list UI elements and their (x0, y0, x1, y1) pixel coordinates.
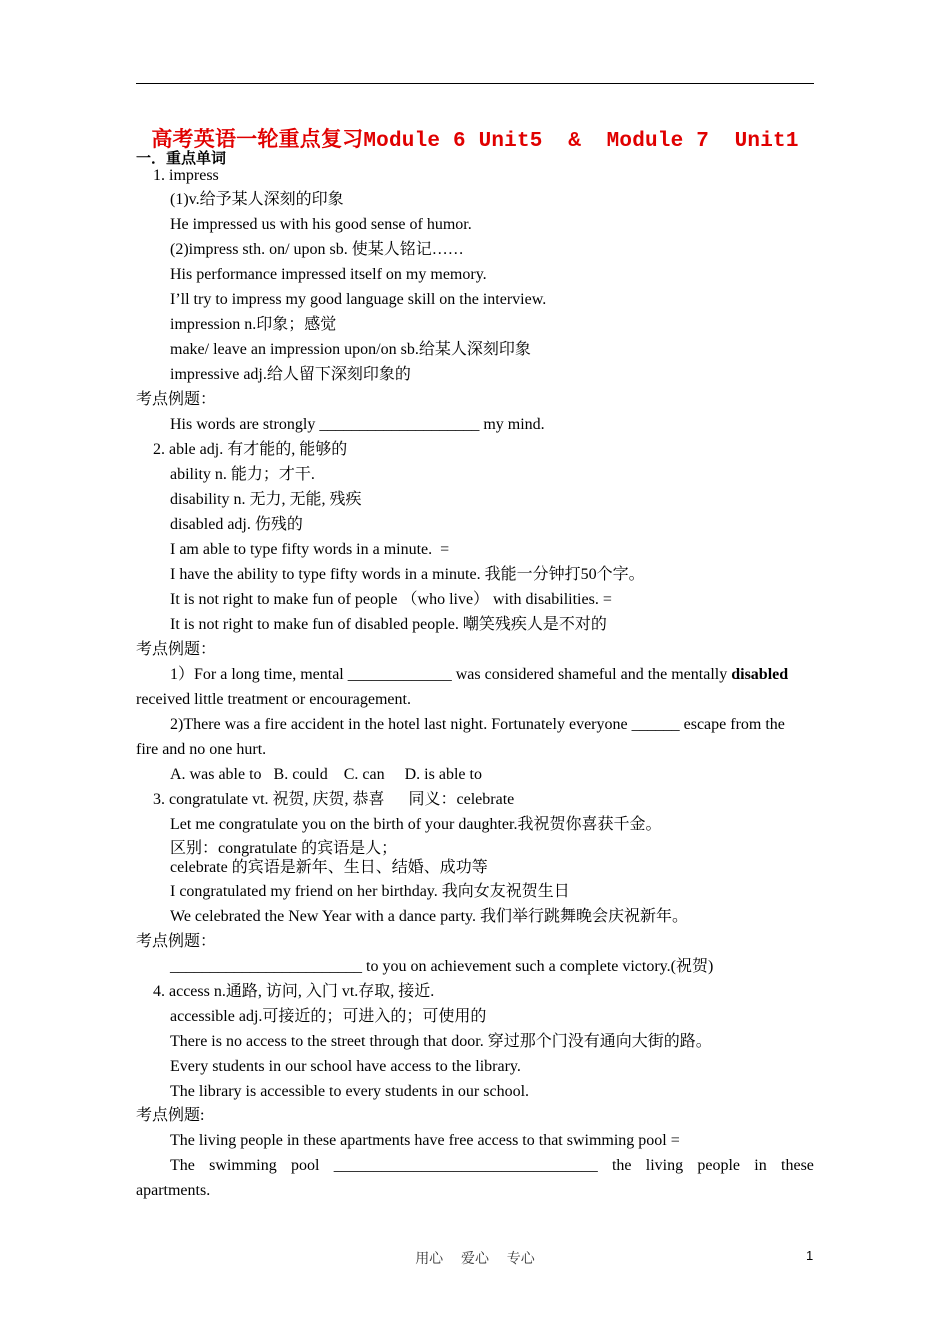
text-line: His performance impressed itself on my memory. (170, 266, 487, 283)
exercise-line: fire and no one hurt. (136, 741, 267, 758)
text-line: accessible adj.可接近的；可进入的；可使用的 (170, 1008, 487, 1025)
list-item: 3. congratulate vt. 祝贺, 庆贺, 恭喜 同义：celebrate (153, 791, 515, 808)
exercise-line-justified (170, 1156, 814, 1176)
list-item: 2. able adj. 有才能的, 能够的 (153, 441, 348, 458)
text-line: 区别：congratulate 的宾语是人； (170, 840, 398, 857)
header-rule (136, 83, 814, 84)
exercise-text: 1）For a long time, mental _____________ was considered shameful and the mentally (170, 666, 732, 683)
word: the (611, 1157, 632, 1174)
exercise-label: 考点例题： (136, 933, 217, 950)
text-line: He impressed us with his good sense of humor. (170, 216, 472, 233)
text-line: (2)impress sth. on/ upon sb. 使某人铭记…… (170, 241, 464, 258)
answer-options: A. was able to B. could C. can D. is able to (170, 766, 482, 783)
word: in (754, 1157, 767, 1174)
text-line: celebrate 的宾语是新年、生日、结婚、成功等 (170, 859, 488, 876)
word: these (781, 1157, 814, 1174)
text-line: We celebrated the New Year with a dance party. 我们举行跳舞晚会庆祝新年。 (170, 908, 688, 925)
exercise-line: received little treatment or encouragement. (136, 691, 411, 708)
text-line: ability n. 能力；才干. (170, 466, 315, 483)
exercise-line: apartments. (136, 1182, 211, 1199)
page-title: 高考英语一轮重点复习Module 6 Unit5 & Module 7 Unit1 (151, 130, 799, 153)
word: people (697, 1157, 741, 1174)
exercise-line: His words are strongly ____________________ my mind. (170, 416, 545, 433)
text-line: make/ leave an impression upon/on sb.给某人深刻印象 (170, 341, 531, 358)
text-line: The library is accessible to every students in our school. (170, 1083, 530, 1100)
text-line: There is no access to the street through that door. 穿过那个门没有通向大街的路。 (170, 1033, 712, 1050)
page-footer: 用心 爱心 专心 (415, 1251, 535, 1267)
text-line: It is not right to make fun of people （who live） with disabilities. = (170, 591, 612, 608)
exercise-label: 考点例题： (136, 641, 217, 658)
text-line: impression n.印象；感觉 (170, 316, 337, 333)
exercise-line: 2)There was a fire accident in the hotel last night. Fortunately everyone ______ escape from the (170, 716, 785, 733)
text-line: impressive adj.给人留下深刻印象的 (170, 366, 411, 383)
list-item: 1. impress (153, 167, 219, 184)
word: living (645, 1157, 684, 1174)
text-line: Let me congratulate you on the birth of your daughter.我祝贺你喜获千金。 (170, 816, 662, 833)
text-line: I have the ability to type fifty words in a minute. 我能一分钟打50个字。 (170, 566, 645, 583)
exercise-label: 考点例题: (136, 1107, 205, 1124)
text-line: It is not right to make fun of disabled people. 嘲笑残疾人是不对的 (170, 616, 607, 633)
text-line: disability n. 无力, 无能, 残疾 (170, 491, 362, 508)
word: swimming (209, 1157, 277, 1174)
text-line: (1)v.给予某人深刻的印象 (170, 191, 344, 208)
word: pool (290, 1157, 320, 1174)
section-heading: 一．重点单词 (136, 149, 227, 167)
text-line: I am able to type fifty words in a minute. = (170, 541, 450, 558)
exercise-line: The living people in these apartments have free access to that swimming pool = (170, 1132, 680, 1149)
exercise-line: ________________________ to you on achievement such a complete victory.(祝贺) (170, 958, 714, 975)
bold-word: disabled (731, 666, 789, 683)
page-number: 1 (806, 1248, 814, 1263)
exercise-label: 考点例题： (136, 391, 217, 408)
text-line: I’ll try to impress my good language skill on the interview. (170, 291, 547, 308)
answer-blank: _________________________________ (333, 1157, 598, 1174)
text-line: Every students in our school have access to the library. (170, 1058, 521, 1075)
text-line: disabled adj. 伤残的 (170, 516, 303, 533)
list-item: 4. access n.通路, 访问, 入门 vt.存取, 接近. (153, 983, 435, 1000)
word: The (170, 1157, 195, 1174)
exercise-line (170, 665, 788, 685)
text-line: I congratulated my friend on her birthday. 我向女友祝贺生日 (170, 883, 570, 900)
